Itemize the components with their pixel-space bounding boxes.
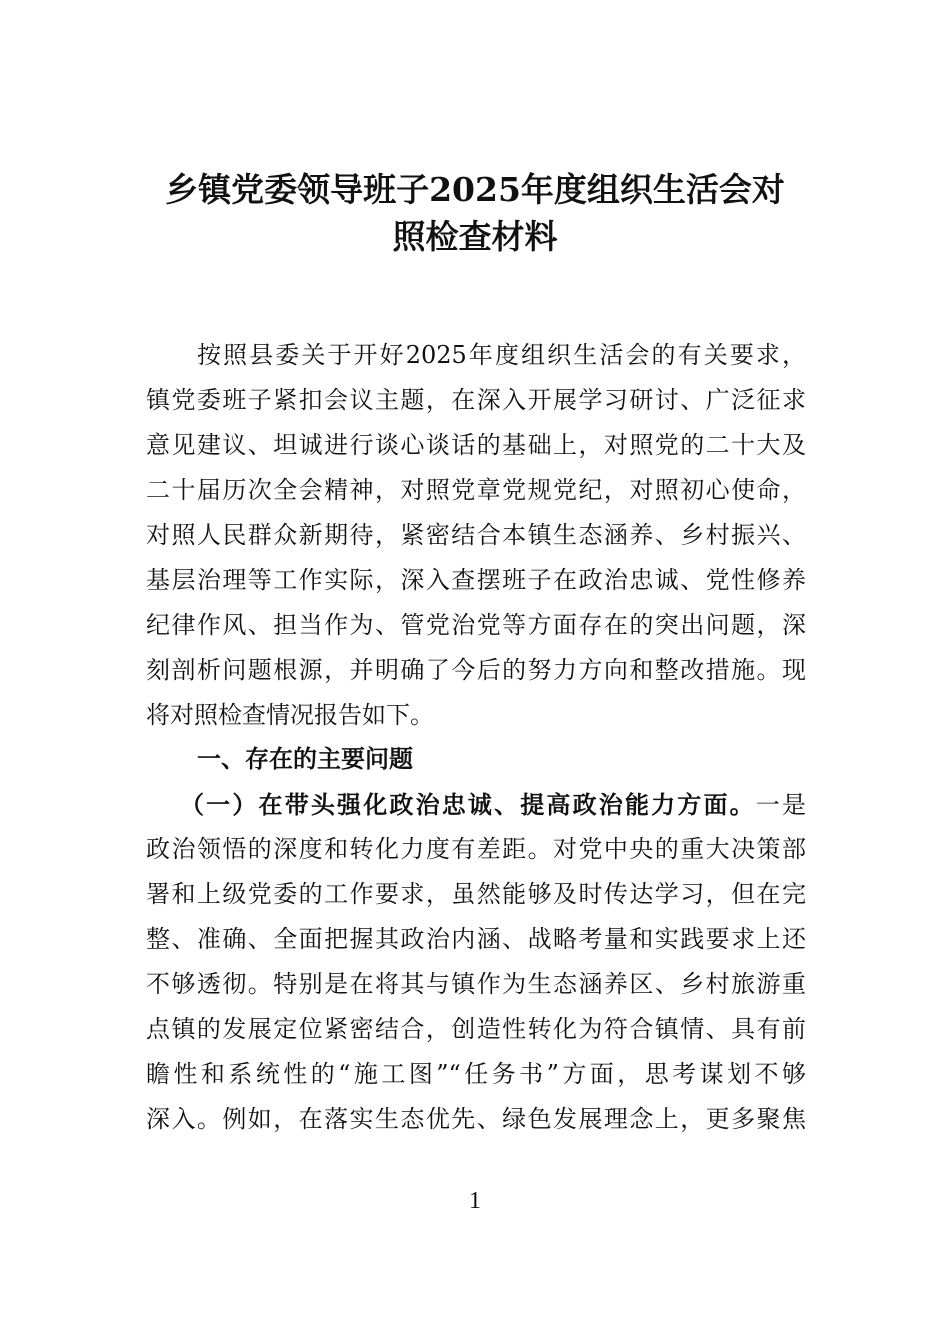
subsection-line: 点镇的发展定位紧密结合，创造性转化为符合镇情、具有前	[146, 1015, 806, 1043]
subsection-line: 整、准确、全面把握其政治内涵、战略考量和实践要求上还	[146, 925, 806, 953]
intro-line: 对照人民群众新期待，紧密结合本镇生态涵养、乡村振兴、	[146, 521, 806, 549]
subsection-first-line	[180, 782, 806, 827]
intro-line: 纪律作风、担当作为、管党治党等方面存在的突出问题，深	[146, 611, 806, 639]
section-heading: 一、存在的主要问题	[197, 745, 413, 773]
document-title-line-1: 乡镇党委领导班子2025年度组织生活会对	[165, 170, 785, 209]
page-number: 1	[469, 1188, 481, 1214]
subsection-line: 不够透彻。特别是在将其与镇作为生态涵养区、乡村旅游重	[146, 970, 806, 998]
intro-line: 按照县委关于开好2025年度组织生活会的有关要求，	[197, 341, 806, 369]
intro-line: 镇党委班子紧扣会议主题，在深入开展学习研讨、广泛征求	[146, 386, 806, 414]
intro-line: 刻剖析问题根源，并明确了今后的努力方向和整改措施。现	[146, 656, 806, 684]
intro-line: 基层治理等工作实际，深入查摆班子在政治忠诚、党性修养	[146, 566, 806, 594]
document-title-line-2: 照检查材料	[392, 217, 558, 256]
intro-line: 二十届历次全会精神，对照党章党规党纪，对照初心使命，	[146, 476, 806, 504]
subsection-line: 深入。例如，在落实生态优先、绿色发展理念上，更多聚焦	[146, 1105, 806, 1133]
subsection-line: 署和上级党委的工作要求，虽然能够及时传达学习，但在完	[146, 880, 806, 908]
subsection-first-line-rest: 一是	[755, 791, 807, 819]
subsection-line: 瞻性和系统性的“施工图”“任务书”方面，思考谋划不够	[146, 1060, 806, 1088]
subsection-lead: （一）在带头强化政治忠诚、提高政治能力方面。	[180, 790, 756, 819]
subsection-line: 政治领悟的深度和转化力度有差距。对党中央的重大决策部	[146, 835, 806, 863]
intro-line: 将对照检查情况报告如下。	[146, 701, 434, 729]
intro-line: 意见建议、坦诚进行谈心谈话的基础上，对照党的二十大及	[146, 431, 806, 459]
